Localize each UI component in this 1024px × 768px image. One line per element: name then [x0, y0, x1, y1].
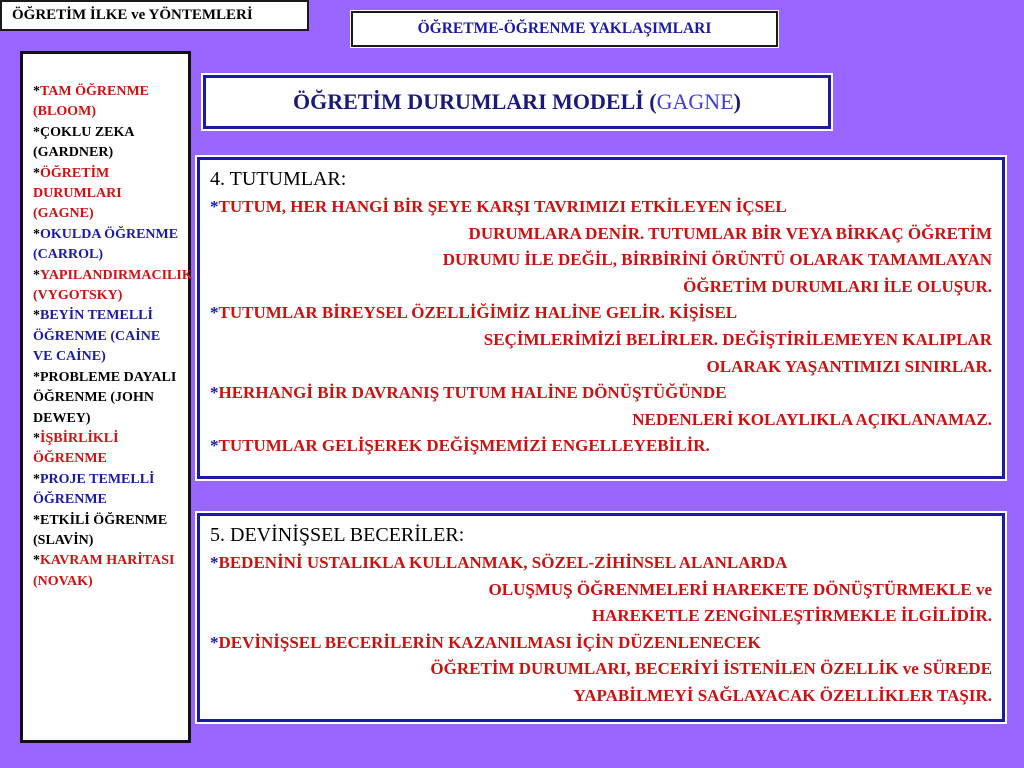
approach-label: OKULDA ÖĞRENME (CARROL) [33, 226, 179, 263]
bullet-first-line [210, 194, 992, 221]
bullet-text: TUTUMLAR GELİŞEREK DEĞİŞMEMİZİ ENGELLEYEBİLİR. [218, 436, 710, 456]
bullet-continuation-line: DURUMU İLE DEĞİL, BİRBİRİNİ ÖRÜNTÜ OLARAK TAMAMLAYAN [442, 250, 992, 270]
section-motor-skills [197, 513, 1005, 722]
approach-label: ÖĞRETİM DURUMLARI (GAGNE) [33, 165, 122, 222]
bullet-star: * [33, 308, 40, 324]
bullet-star: * [210, 436, 219, 456]
approach-item [33, 164, 182, 225]
bullet-item [210, 433, 992, 460]
bullet-first-line [210, 380, 992, 407]
bullet-star: * [33, 553, 40, 569]
approach-item [33, 225, 182, 266]
bullet-text: DEVİNİŞSEL BECERİLERİN KAZANILMASI İÇİN DÜZENLENECEK [218, 632, 761, 652]
approach-item [33, 82, 182, 123]
bullet-first-line [210, 300, 992, 327]
approach-label: PROBLEME DAYALI ÖĞRENME (JOHN DEWEY) [33, 369, 177, 426]
bullet-star: * [33, 226, 40, 242]
approach-label: BEYİN TEMELLİ ÖĞRENME (CAİNE VE CAİNE) [33, 308, 161, 365]
approach-item [33, 511, 182, 552]
approach-item [33, 266, 193, 307]
bullet-star: * [33, 369, 40, 385]
model-author: GAGNE [656, 89, 734, 114]
bullet-star: * [33, 84, 40, 99]
bullet-continuation-line: HAREKETLE ZENGİNLEŞTİRMEKLE İLGİLİDİR. [591, 606, 992, 626]
bullet-continuation-line: SEÇİMLERİMİZİ BELİRLER. DEĞİŞTİRİLEMEYEN KALIPLAR [483, 329, 992, 349]
bullet-star: * [210, 553, 219, 572]
bullet-list [210, 550, 992, 710]
approach-label: ETKİLİ ÖĞRENME (SLAVİN) [33, 512, 168, 548]
bullet-continuation-line: NEDENLERİ KOLAYLIKLA AÇIKLANAMAZ. [632, 409, 992, 429]
approach-item [33, 306, 182, 367]
approach-item [33, 470, 182, 511]
bullet-list [210, 194, 992, 460]
approach-label: TAM ÖĞRENME (BLOOM) [33, 84, 150, 120]
bullet-star: * [33, 430, 40, 446]
model-title-text: ÖĞRETİM DURUMLARI MODELİ ( [293, 89, 657, 114]
approach-label: İŞBİRLİKLİ ÖĞRENME [33, 430, 119, 467]
bullet-text: HERHANGİ BİR DAVRANIŞ TUTUM HALİNE DÖNÜŞTÜĞÜNDE [218, 383, 727, 403]
course-title: ÖĞRETİM İLKE ve YÖNTEMLERİ [0, 0, 309, 31]
bullet-item [210, 550, 992, 630]
bullet-text: BEDENİNİ USTALIKLA KULLANMAK, SÖZEL-ZİHİNSEL ALANLARDA [218, 553, 788, 572]
bullet-continuation-line: OLUŞMUŞ ÖĞRENMELERİ HAREKETE DÖNÜŞTÜRMEKLE ve [488, 579, 992, 599]
model-title-close: ) [733, 89, 741, 114]
approach-item [33, 368, 182, 429]
bullet-star: * [210, 303, 219, 323]
approach-label: KAVRAM HARİTASI (NOVAK) [33, 553, 175, 589]
bullet-first-line [210, 433, 992, 460]
approach-item [33, 123, 182, 164]
approach-item [33, 551, 182, 592]
bullet-continuation-line: YAPABİLMEYİ SAĞLAYACAK ÖZELLİKLER TAŞIR. [573, 685, 992, 705]
bullet-first-line [210, 550, 992, 577]
approach-label: ÇOKLU ZEKA (GARDNER) [33, 124, 134, 161]
bullet-star: * [210, 632, 219, 652]
approaches-list [20, 51, 191, 743]
bullet-star: * [33, 471, 40, 487]
bullet-star: * [33, 124, 40, 140]
bullet-continuation-line: ÖĞRETİM DURUMLARI, BECERİYİ İSTENİLEN ÖZELLİK ve SÜREDE [430, 659, 992, 679]
bullet-continuation-line: OLARAK YAŞANTIMIZI SINIRLAR. [706, 356, 992, 376]
approach-label: PROJE TEMELLİ ÖĞRENME [33, 471, 155, 508]
bullet-first-line [210, 630, 992, 657]
bullet-item [210, 630, 992, 710]
bullet-item [210, 300, 992, 380]
section-heading: 5. DEVİNİŞSEL BECERİLER: [210, 524, 465, 546]
bullet-star: * [33, 267, 40, 283]
model-title [203, 75, 831, 129]
bullet-text: TUTUM, HER HANGİ BİR ŞEYE KARŞI TAVRIMIZI ETKİLEYEN İÇSEL [218, 197, 787, 216]
bullet-text: TUTUMLAR BİREYSEL ÖZELLİĞİMİZ HALİNE GELİR. KİŞİSEL [218, 303, 738, 323]
bullet-star: * [33, 512, 40, 528]
bullet-star: * [210, 383, 219, 403]
topic-title: ÖĞRETME-ÖĞRENME YAKLAŞIMLARI [351, 11, 778, 47]
bullet-continuation-line: DURUMLARA DENİR. TUTUMLAR BİR VEYA BİRKAÇ ÖĞRETİM [468, 223, 992, 243]
bullet-star: * [210, 197, 219, 216]
bullet-continuation-line: ÖĞRETİM DURUMLARI İLE OLUŞUR. [683, 276, 992, 296]
bullet-star: * [33, 165, 40, 181]
bullet-item [210, 380, 992, 433]
bullet-item [210, 194, 992, 300]
section-attitudes [197, 157, 1005, 479]
section-heading: 4. TUTUMLAR: [210, 168, 347, 190]
approach-label: YAPILANDIRMACILIK (VYGOTSKY) [33, 267, 193, 304]
approach-item [33, 429, 182, 470]
